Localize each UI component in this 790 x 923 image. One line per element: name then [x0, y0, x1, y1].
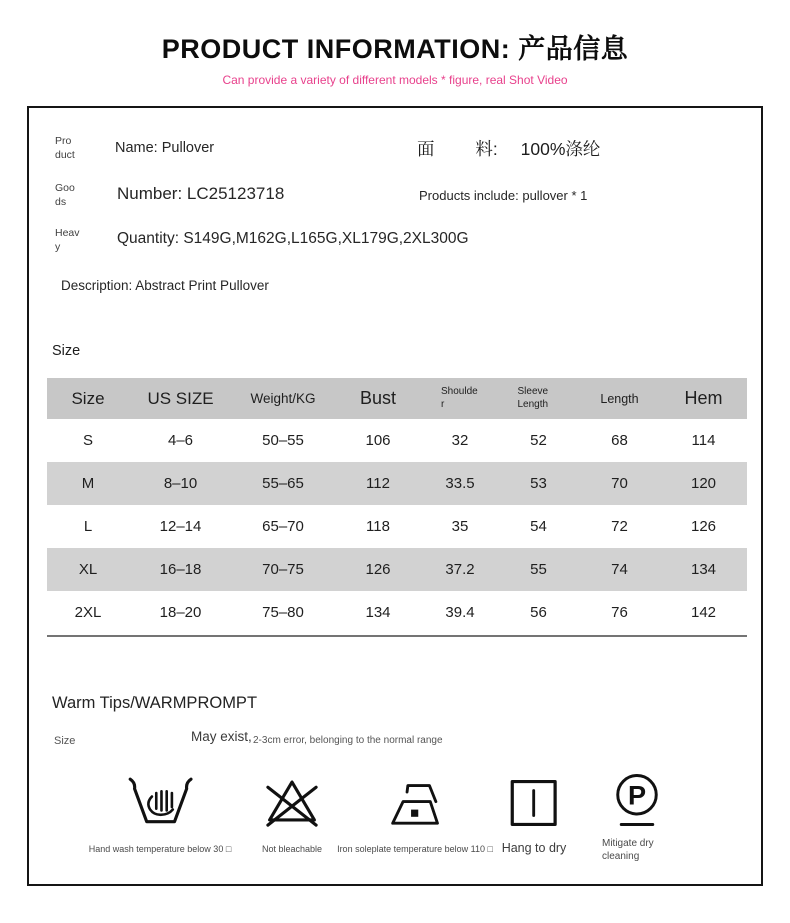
table-cell: 2XL	[74, 604, 102, 621]
product-label	[55, 135, 75, 162]
table-cell: 32	[451, 432, 469, 449]
table-header-row	[47, 378, 747, 419]
table-header-cell-text: Shoulder	[441, 386, 478, 410]
table-cell: 68	[611, 432, 628, 449]
table-cell: 56	[530, 604, 547, 621]
table-cell: 35	[451, 518, 469, 535]
table-cell: 50–55	[262, 432, 304, 449]
table-header-cell: Length	[600, 391, 639, 406]
table-bottom-divider	[47, 635, 747, 637]
table-cell: 75–80	[262, 604, 304, 621]
table-cell: 55	[530, 561, 547, 578]
table-cell: 65–70	[262, 518, 304, 535]
svg-text:P: P	[627, 779, 647, 811]
table-cell: 12–14	[159, 518, 202, 535]
dry-clean-icon	[602, 770, 672, 828]
table-cell: 16–18	[159, 561, 202, 578]
table-cell: 126	[690, 518, 717, 535]
table-cell: 70–75	[262, 561, 304, 578]
tips-size-label: Size	[54, 735, 76, 747]
care-caption: Mitigate dry cleaning	[602, 838, 654, 862]
table-cell: 134	[690, 561, 717, 578]
table-cell: 76	[611, 604, 628, 621]
heavy-label	[55, 227, 80, 254]
table-header-cell: US SIZE	[147, 388, 214, 408]
product-name-value: Name: Pullover	[115, 140, 215, 156]
care-caption: Not bleachable	[261, 844, 323, 854]
table-header-cell: Hem	[684, 388, 723, 408]
page-title: PRODUCT INFORMATION: 产品信息	[161, 34, 629, 64]
table-cell: 120	[690, 475, 717, 492]
table-cell: 72	[611, 518, 628, 535]
iron-icon	[337, 770, 493, 828]
care-item-iron	[337, 770, 493, 854]
fabric-value: 100%涤纶	[520, 139, 601, 159]
table-row-xl	[47, 548, 747, 591]
table-cell: 114	[691, 432, 716, 449]
table-header-cell-text: Sleeve Length	[517, 386, 549, 410]
size-section-heading: Size	[52, 343, 81, 359]
quantity-value: Quantity: S149G,M162G,L165G,XL179G,2XL300G	[117, 230, 469, 247]
table-header-cell	[422, 378, 498, 419]
fabric-char1: 面	[417, 139, 435, 159]
no-bleach-icon	[261, 770, 323, 828]
tips-note-main: May exist,	[191, 729, 252, 744]
care-caption: Hang to dry	[501, 841, 567, 855]
table-cell: L	[83, 518, 93, 535]
table-cell: 8–10	[163, 475, 198, 492]
warm-tips-heading: Warm Tips/WARMPROMPT	[52, 694, 258, 712]
table-cell: 53	[530, 475, 547, 492]
table-row-s	[47, 419, 747, 462]
table-cell: 4–6	[167, 432, 194, 449]
table-cell: 39.4	[445, 604, 475, 621]
table-cell: 126	[365, 561, 391, 578]
table-row-l	[47, 505, 747, 548]
goods-number-value: Number: LC25123718	[117, 184, 285, 203]
table-cell: 142	[690, 604, 717, 621]
product-info-panel	[27, 106, 763, 886]
care-item-hand-wash	[89, 770, 232, 854]
care-item-no-bleach	[261, 770, 323, 854]
table-cell: 18–20	[159, 604, 202, 621]
table-row-m	[47, 462, 747, 505]
hand-wash-icon	[89, 770, 232, 828]
table-cell: XL	[78, 561, 98, 578]
heavy-label-line2: y	[55, 240, 61, 253]
care-caption: Hand wash temperature below 30 □	[88, 844, 232, 854]
fabric-char2: 料:	[475, 139, 498, 159]
care-item-hang-to-dry	[502, 770, 567, 855]
table-header-cell: Weight/KG	[250, 391, 316, 406]
page-subtitle: Can provide a variety of different models * figure, real Shot Video	[222, 73, 568, 87]
products-include: Products include: pullover * 1	[419, 188, 588, 203]
table-cell: M	[81, 475, 95, 492]
care-item-dry-clean	[602, 770, 672, 863]
table-row-2xl	[47, 591, 747, 634]
description-value: Description: Abstract Print Pullover	[61, 278, 269, 293]
table-header-cell: Size	[71, 388, 105, 408]
goods-label	[55, 182, 75, 209]
table-cell: 118	[366, 518, 390, 535]
heavy-label-line1: Heav	[55, 227, 80, 239]
table-cell: S	[82, 432, 93, 449]
care-caption: Iron soleplate temperature below 110 □	[337, 844, 493, 854]
product-label-line2: duct	[55, 148, 75, 161]
table-cell: 106	[365, 432, 391, 449]
table-cell: 37.2	[445, 561, 475, 578]
table-cell: 55–65	[262, 475, 304, 492]
table-cell: 74	[611, 561, 628, 578]
size-chart-table	[47, 378, 747, 634]
table-cell: 70	[611, 475, 628, 492]
table-cell: 33.5	[445, 475, 475, 492]
goods-label-line1: Goo	[55, 182, 75, 194]
table-cell: 134	[365, 604, 391, 621]
table-header-cell: Bust	[359, 388, 397, 408]
hang-to-dry-icon	[502, 770, 567, 828]
table-cell: 112	[366, 475, 390, 492]
table-cell: 54	[530, 518, 547, 535]
table-cell: 52	[530, 432, 547, 449]
fabric-line	[417, 136, 600, 161]
table-header-cell	[498, 378, 579, 419]
tips-note-detail: 2-3cm error, belonging to the normal range	[253, 735, 443, 746]
goods-label-line2: ds	[55, 195, 67, 208]
product-label-line1: Pro	[55, 135, 72, 147]
